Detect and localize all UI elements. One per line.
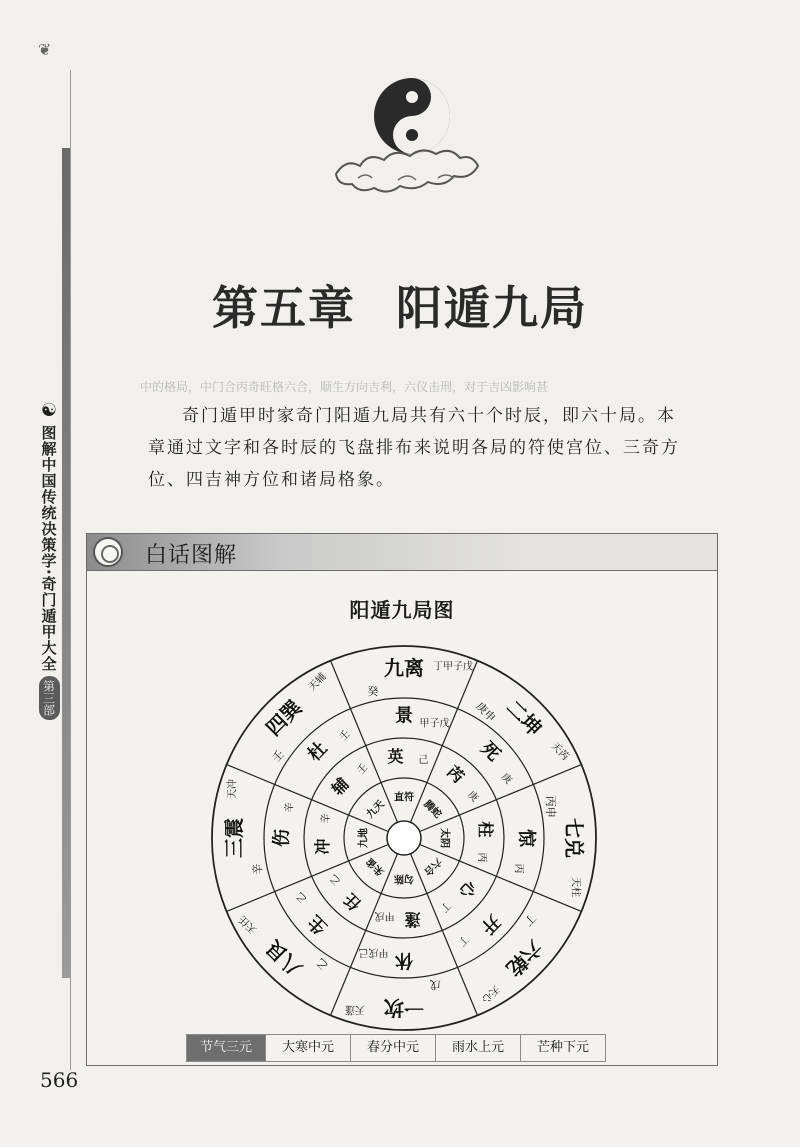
door-stem: 甲子戊: [419, 718, 450, 730]
deity-label: 九地: [358, 828, 370, 848]
intro-paragraph: 奇门遁甲时家奇门阳遁九局共有六十个时辰，即六十局。本章通过文字和各时辰的飞盘排布来说明各局的符使宫位、三奇方位、四吉神方位和诸局格象。: [148, 406, 680, 490]
part-badge: 第三部: [39, 676, 60, 720]
yuan-tabs: [187, 1034, 606, 1060]
outer-palace-label: 三震: [222, 818, 246, 858]
outer-palace-label: 七兑: [562, 818, 586, 858]
star-label: 柱: [476, 821, 496, 838]
outer-palace-star: 天冲: [227, 778, 239, 799]
outer-palace-star: 丁甲子戊: [433, 661, 474, 673]
door-label: 惊: [515, 829, 537, 847]
wheel-spoke: [496, 784, 533, 799]
deity-label: 太阴: [438, 828, 450, 848]
wheel-spoke: [533, 765, 581, 785]
page-number: 566: [40, 1068, 79, 1092]
tab-0[interactable]: 节气三元: [186, 1034, 266, 1062]
tab-3[interactable]: 雨水上元: [435, 1034, 521, 1062]
wheel-spoke: [427, 746, 442, 783]
star-label: 芮: [443, 761, 468, 787]
outer-palace-stem: 乙: [313, 955, 331, 973]
deity-label: 勾陈: [394, 872, 414, 884]
door-label: 伤: [271, 829, 293, 847]
star-label: 英: [387, 746, 404, 766]
outer-palace-label: 九离: [384, 656, 424, 680]
outer-palace-star: 天心: [479, 982, 502, 1005]
outer-palace-stem: 庚申: [473, 699, 499, 725]
star-label: 心: [455, 877, 481, 902]
figure-title: 阳遁九局图: [349, 598, 455, 622]
door-label: 杜: [303, 737, 332, 766]
outer-palace-star: 天芮: [548, 740, 571, 763]
nine-palace-wheel: [204, 638, 604, 1038]
wheel-spoke: [275, 876, 312, 891]
wheel-spoke: [458, 967, 478, 1015]
star-label: 辅: [327, 774, 353, 799]
outer-palace-stem: 丁: [521, 911, 539, 929]
wheel-spoke: [459, 800, 496, 815]
tab-2[interactable]: 春分中元: [350, 1034, 436, 1062]
star-stem: 丙: [476, 852, 488, 863]
deity-label: 朱雀: [364, 855, 387, 878]
outer-palace-star: 天蓬: [344, 1003, 365, 1015]
star-stem: 壬: [355, 762, 371, 777]
door-label: 死: [476, 737, 505, 766]
star-stem: 乙: [328, 871, 343, 887]
wheel-spoke: [331, 661, 351, 709]
outer-palace-star: 天辅: [306, 671, 329, 694]
tab-1[interactable]: 大寒中元: [265, 1034, 351, 1062]
outer-palace-star: 天柱: [569, 877, 581, 898]
chapter-title: [0, 272, 800, 338]
door-stem: 甲戌己: [358, 946, 389, 958]
door-label: 休: [395, 949, 413, 971]
panel-badge-icon: [93, 537, 123, 567]
book-spine: [38, 400, 60, 720]
door-label: 生: [303, 910, 332, 939]
outer-palace-label: 二坤: [501, 695, 547, 741]
outer-palace-stem: 戊: [429, 978, 441, 992]
door-label: 开: [476, 910, 505, 939]
outer-palace-label: 八艮: [261, 935, 307, 981]
wheel-spoke: [366, 746, 381, 783]
wheel-spoke: [275, 784, 312, 799]
outer-palace-star: 天任: [237, 913, 260, 936]
deity-label: 六合: [421, 855, 444, 878]
star-label: 冲: [312, 838, 332, 855]
corner-ornament-icon: ❦: [38, 40, 52, 59]
outer-palace-stem: 癸: [367, 684, 379, 698]
tab-4[interactable]: 芒种下元: [520, 1034, 606, 1062]
outer-palace-stem: 辛: [250, 863, 264, 875]
chapter-name: 阳遁九局: [396, 281, 588, 335]
wheel-spoke: [312, 800, 349, 815]
door-stem: 壬: [337, 728, 353, 744]
deity-label: 腾蛇: [421, 798, 444, 821]
diagram-panel: [86, 533, 718, 1066]
star-stem: 甲戌: [374, 910, 395, 922]
wheel-spoke: [459, 861, 496, 876]
deity-label: 九天: [364, 798, 387, 821]
door-stem: 乙: [294, 889, 310, 905]
star-stem: 辛: [320, 813, 332, 824]
door-stem: 丁: [455, 932, 471, 948]
deity-label: 直符: [394, 792, 414, 804]
star-stem: 丁: [437, 899, 453, 914]
outer-palace-label: 六乾: [501, 935, 547, 981]
wheel-spoke: [312, 861, 349, 876]
panel-label: 白话图解: [145, 543, 238, 568]
wheel-spoke: [496, 876, 533, 891]
star-stem: 庚: [465, 789, 480, 805]
wheel-spoke: [350, 709, 365, 746]
door-stem: 辛: [284, 802, 296, 813]
door-stem: 庚: [498, 771, 514, 787]
star-stem: 己: [418, 754, 429, 766]
yin-yang-small-icon: ☯: [40, 400, 58, 421]
wheel-spoke: [427, 893, 442, 930]
star-label: 蓬: [404, 910, 421, 930]
door-stem: 丙: [512, 863, 524, 874]
outer-palace-stem: 丙申: [544, 795, 558, 818]
outer-palace-stem: 壬: [269, 747, 287, 765]
page-edge-line: [70, 70, 71, 1070]
panel-header: [87, 534, 717, 571]
bleed-through-text: 中的格局，中门合丙奇旺格六合，顺生方向吉利，六仪击刑，对于吉凶影响甚: [140, 380, 549, 394]
series-title: 图解中国传统决策学·奇门遁甲大全: [39, 425, 58, 672]
outer-palace-label: 一坎: [384, 996, 424, 1020]
chapter-number: 第五章: [212, 281, 356, 335]
wheel-spoke: [227, 892, 275, 912]
yin-yang-cloud-emblem: [328, 74, 503, 204]
outer-palace-label: 四巽: [261, 695, 307, 741]
door-label: 景: [395, 705, 413, 727]
wheel-spoke: [442, 930, 457, 967]
star-label: 任: [340, 889, 365, 915]
